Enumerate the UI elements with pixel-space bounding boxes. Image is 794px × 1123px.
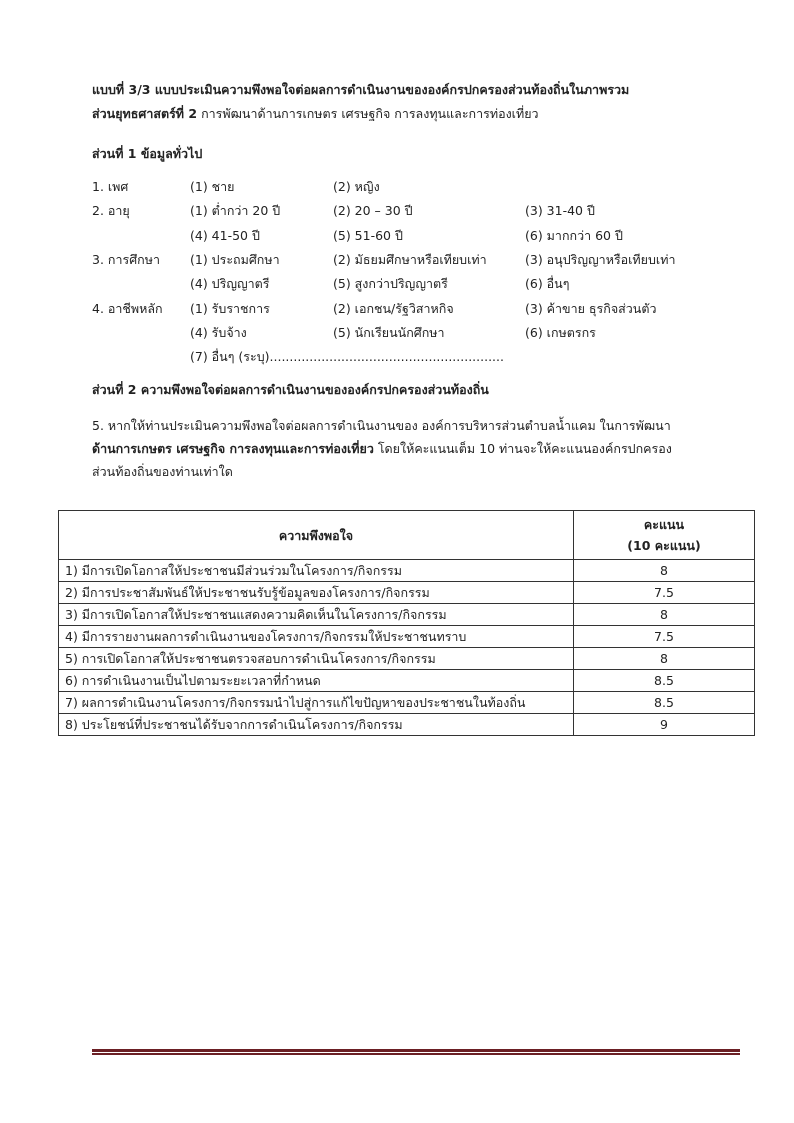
question-5-emphasis: ด้านการเกษตร เศรษฐกิจ การลงทุนและการท่องเที่ยว bbox=[92, 441, 374, 456]
score-value: 8 bbox=[574, 648, 755, 670]
form-title: แบบที่ 3/3 แบบประเมินความพึงพอใจต่อผลการดำเนินงานขององค์กรปกครองส่วนท้องถิ่นในภาพรวม bbox=[92, 82, 630, 97]
question-5-line3: ส่วนท้องถิ่นของท่านเท่าใด bbox=[92, 464, 233, 479]
table-row bbox=[59, 648, 755, 670]
info-option-b: (5) 51-60 ปี bbox=[333, 227, 403, 243]
question-5-line2 bbox=[92, 437, 732, 460]
satisfaction-item: 2) มีการประชาสัมพันธ์ให้ประชาชนรับรู้ข้อมูลของโครงการ/กิจกรรม bbox=[59, 582, 574, 604]
score-value: 8.5 bbox=[574, 670, 755, 692]
info-label: 2. อายุ bbox=[92, 203, 130, 219]
score-value: 7.5 bbox=[574, 626, 755, 648]
header-score-line1: คะแนน bbox=[643, 517, 685, 532]
table-row bbox=[59, 560, 755, 582]
info-option-c: (6) เกษตรกร bbox=[525, 324, 596, 340]
info-option-c: (3) 31-40 ปี bbox=[525, 203, 595, 219]
section2-title: ส่วนที่ 2 ความพึงพอใจต่อผลการดำเนินงานขององค์กรปกครองส่วนท้องถิ่น bbox=[92, 382, 489, 397]
info-option-b: (2) มัธยมศึกษาหรือเทียบเท่า bbox=[333, 251, 487, 267]
info-option-b: (2) เอกชน/รัฐวิสาหกิจ bbox=[333, 300, 454, 316]
info-option-a: (1) ต่ำกว่า 20 ปี bbox=[190, 203, 281, 219]
table-row bbox=[59, 670, 755, 692]
info-option-b: (5) นักเรียนนักศึกษา bbox=[333, 324, 445, 340]
footer-rule-thick bbox=[92, 1049, 740, 1052]
satisfaction-item: 7) ผลการดำเนินงานโครงการ/กิจกรรมนำไปสู่การแก้ไขปัญหาของประชาชนในท้องถิ่น bbox=[59, 692, 574, 714]
header-score-line2: (10 คะแนน) bbox=[627, 538, 701, 553]
info-option-a: (7) อื่นๆ (ระบุ)........................................................... bbox=[190, 349, 504, 365]
info-option-a: (1) รับราชการ bbox=[190, 300, 270, 316]
question-5-line2-rest: โดยให้คะแนนเต็ม 10 ท่านจะให้คะแนนองค์กรปกครอง bbox=[373, 441, 672, 456]
table-body bbox=[59, 560, 755, 736]
info-option-a: (1) ประถมศึกษา bbox=[190, 251, 280, 267]
satisfaction-item: 4) มีการรายงานผลการดำเนินงานของโครงการ/กิจกรรมให้ประชาชนทราบ bbox=[59, 626, 574, 648]
info-option-b: (2) หญิง bbox=[333, 179, 380, 194]
section1-title: ส่วนที่ 1 ข้อมูลทั่วไป bbox=[92, 146, 203, 161]
table-row bbox=[59, 692, 755, 714]
satisfaction-item: 5) การเปิดโอกาสให้ประชาชนตรวจสอบการดำเนินโครงการ/กิจกรรม bbox=[59, 648, 574, 670]
info-option-c: (6) มากกว่า 60 ปี bbox=[525, 227, 623, 243]
question-5 bbox=[92, 414, 732, 483]
footer-rule-thin bbox=[92, 1053, 740, 1055]
strategy-line bbox=[92, 104, 539, 124]
satisfaction-item: 6) การดำเนินงานเป็นไปตามระยะเวลาที่กำหนด bbox=[59, 670, 574, 692]
satisfaction-item: 1) มีการเปิดโอกาสให้ประชาชนมีส่วนร่วมในโครงการ/กิจกรรม bbox=[59, 560, 574, 582]
strategy-label: ส่วนยุทธศาสตร์ที่ 2 bbox=[92, 106, 198, 121]
info-label: 3. การศึกษา bbox=[92, 251, 160, 267]
info-option-a: (1) ชาย bbox=[190, 179, 235, 194]
info-option-a: (4) ปริญญาตรี bbox=[190, 276, 270, 292]
satisfaction-item: 8) ประโยชน์ที่ประชาชนได้รับจากการดำเนินโครงการ/กิจกรรม bbox=[59, 714, 574, 736]
table-header-row bbox=[59, 511, 755, 560]
satisfaction-item: 3) มีการเปิดโอกาสให้ประชาชนแสดงความคิดเห็นในโครงการ/กิจกรรม bbox=[59, 604, 574, 626]
score-value: 7.5 bbox=[574, 582, 755, 604]
info-option-b: (2) 20 – 30 ปี bbox=[333, 203, 413, 219]
score-value: 9 bbox=[574, 714, 755, 736]
table-row bbox=[59, 604, 755, 626]
header-satisfaction: ความพึงพอใจ bbox=[59, 511, 574, 560]
score-value: 8 bbox=[574, 604, 755, 626]
question-5-line1: 5. หากให้ท่านประเมินความพึงพอใจต่อผลการดำเนินงานของ องค์การบริหารส่วนตำบลน้ำแคม ในการพัฒนา bbox=[92, 418, 671, 433]
score-value: 8 bbox=[574, 560, 755, 582]
info-option-c: (3) อนุปริญญาหรือเทียบเท่า bbox=[525, 251, 676, 267]
table-row bbox=[59, 626, 755, 648]
strategy-text: การพัฒนาด้านการเกษตร เศรษฐกิจ การลงทุนและการท่องเที่ยว bbox=[197, 106, 539, 121]
info-option-b: (5) สูงกว่าปริญญาตรี bbox=[333, 276, 448, 292]
table-row bbox=[59, 582, 755, 604]
info-option-a: (4) 41-50 ปี bbox=[190, 227, 260, 243]
info-option-c: (3) ค้าขาย ธุรกิจส่วนตัว bbox=[525, 300, 657, 316]
info-label: 4. อาชีพหลัก bbox=[92, 300, 163, 316]
info-option-c: (6) อื่นๆ bbox=[525, 276, 570, 292]
header-score bbox=[574, 511, 755, 560]
info-label: 1. เพศ bbox=[92, 179, 129, 194]
info-option-a: (4) รับจ้าง bbox=[190, 324, 247, 340]
satisfaction-table bbox=[58, 510, 755, 736]
table-row bbox=[59, 714, 755, 736]
score-value: 8.5 bbox=[574, 692, 755, 714]
